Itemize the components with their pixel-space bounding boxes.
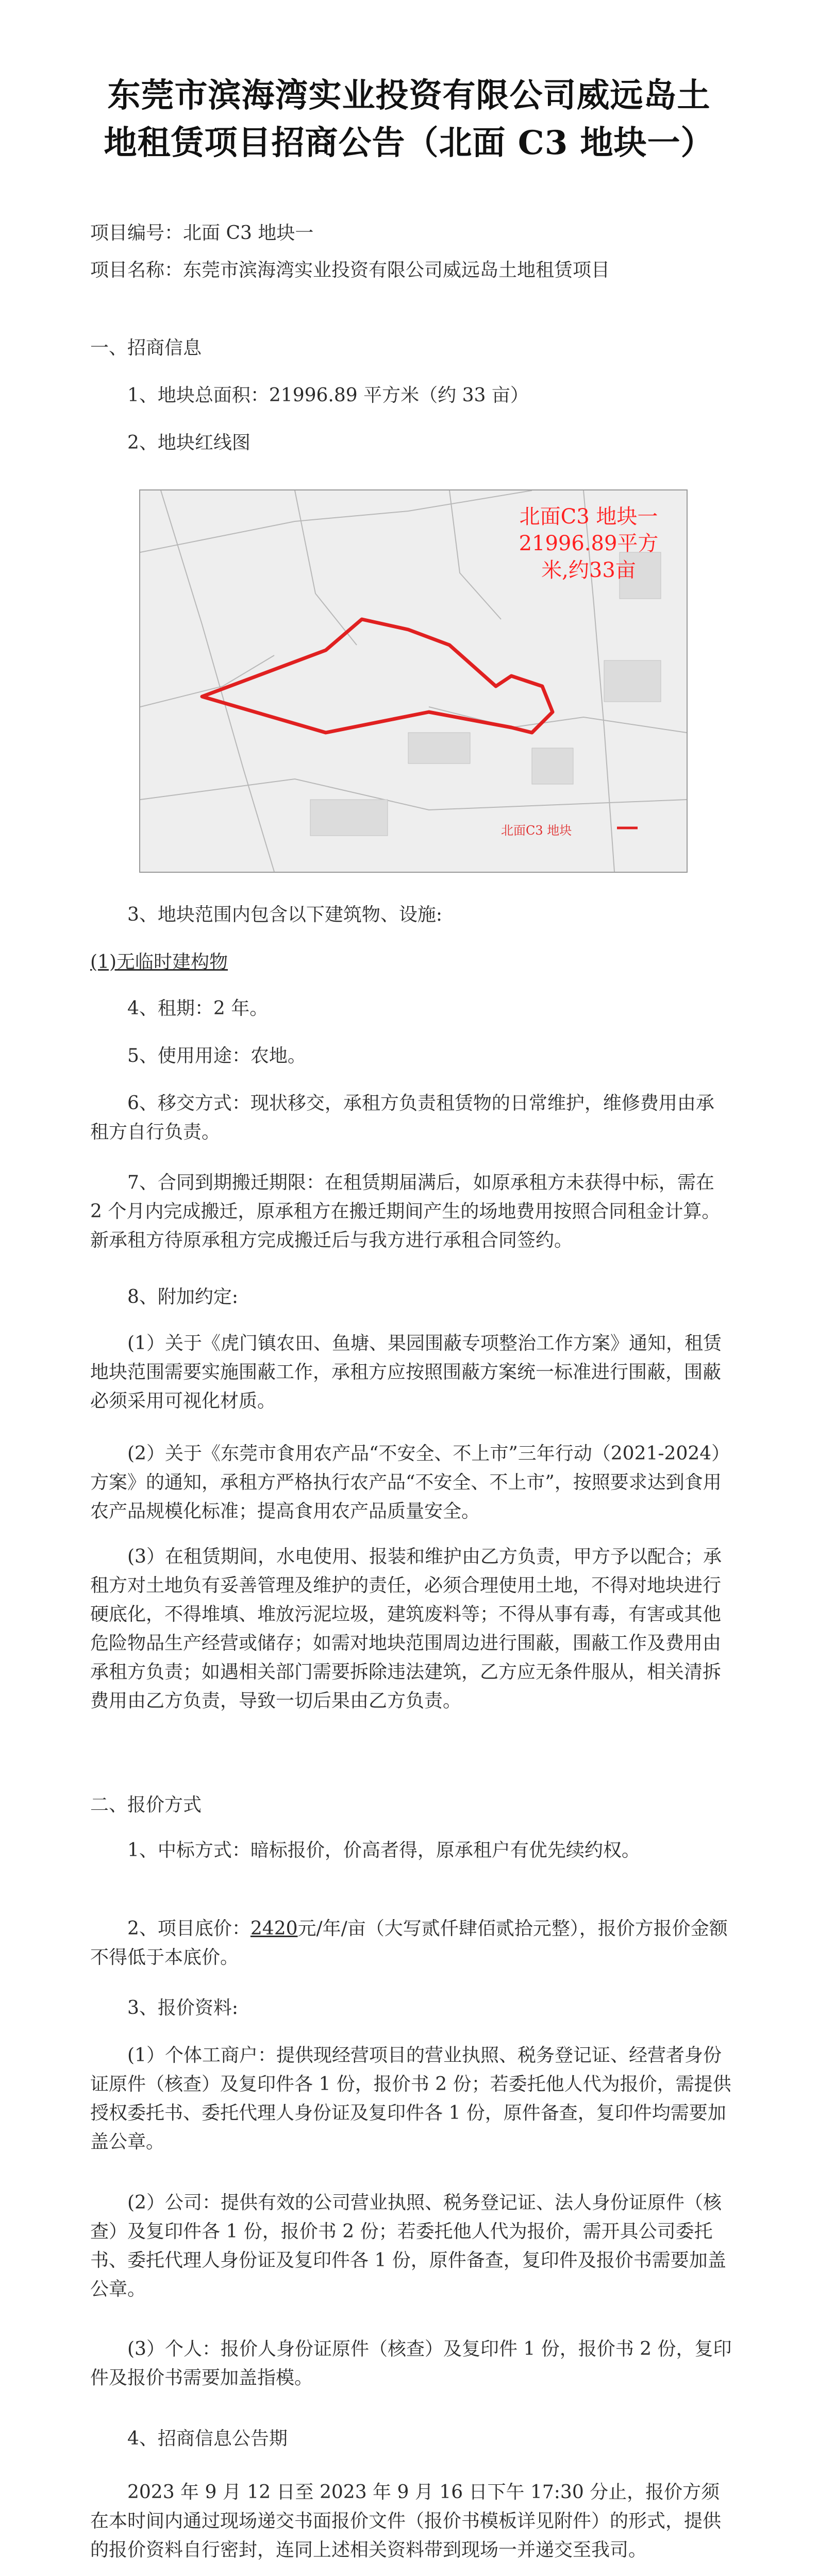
map-plot-label [511, 503, 666, 584]
item-8-clause-2: (2）关于《东莞市食用农产品“不安全、不上市”三年行动（2021-2024）方案》的通知，承租方严格执行农产品“不安全、不上市”，按照要求达到食用农产品规模化标准；提高食用农产品质量安全。 [90, 1443, 730, 1522]
item-6-handover: 6、移交方式：现状移交，承租方负责租赁物的日常维护，维修费用由承租方自行负责。 [90, 1093, 714, 1143]
item-5-usage: 5、使用用途：农地。 [127, 1045, 306, 1066]
map-plot-area: 21996.89平方米,约33亩 [519, 532, 659, 582]
bid-materials-company: (2）公司：提供有效的公司营业执照、税务登记证、法人身份证原件（核查）及复印件各 1 份，报价书 2 份；若委托他人代为报价，需开具公司委托书、委托代理人身份证及复印件各 1 份，原件备查，复印件及报价书需要加盖公章。 [90, 2192, 726, 2300]
title-line-1: 东莞市滨海湾实业投资有限公司威远岛土 [107, 76, 711, 115]
item-4-term: 4、租期：2 年。 [127, 998, 269, 1019]
item-2-map-title: 2、地块红线图 [127, 432, 251, 453]
map-legend: 北面C3 地块 [501, 823, 572, 838]
site-redline-map [139, 489, 688, 873]
bid-materials-person: (3）个人：报价人身份证原件（核查）及复印件 1 份，报价书 2 份，复印件及报价书需要加盖指模。 [90, 2338, 732, 2388]
item-3-detail: (1)无临时建构物 [90, 952, 228, 973]
reserve-price [90, 1914, 732, 1972]
map-plot-name: 北面C3 地块一 [519, 505, 658, 529]
bid-method: 1、中标方式：暗标报价，价高者得，原承租户有优先续约权。 [127, 1840, 640, 1861]
item-1-area: 1、地块总面积：21996.89 平方米（约 33 亩） [127, 385, 529, 406]
announcement-period-heading: 4、招商信息公告期 [127, 2428, 288, 2449]
bid-materials-heading: 3、报价资料: [127, 1997, 239, 2019]
item-8-heading: 8、附加约定: [127, 1286, 239, 1308]
item-8-clause-1: (1）关于《虎门镇农田、鱼塘、果园围蔽专项整治工作方案》通知，租赁地块范围需要实施围蔽工作，承租方应按照围蔽方案统一标准进行围蔽，围蔽必须采用可视化材质。 [90, 1333, 722, 1412]
title-line-2: 地租赁项目招商公告（北面 C3 地块一） [104, 124, 714, 162]
announcement-period-text: 2023 年 9 月 12 日至 2023 年 9 月 16 日下午 17:30 分止，报价方须在本时间内通过现场递交书面报价文件（报价书模板详见附件）的形式，提供的报价资料自行密封，连同上述相关资料带到现场一并递交至我司。 [90, 2482, 722, 2561]
reserve-price-suffix: 元/年/亩（大写贰仟肆佰贰拾元整），报价方报价金额不得低于本底价。 [90, 1918, 728, 1968]
section-heading-1: 一、招商信息 [90, 337, 202, 359]
item-8-clause-3: (3）在租赁期间，水电使用、报装和维护由乙方负责，甲方予以配合；承租方对土地负有妥善管理及维护的责任，必须合理使用土地，不得对地块进行硬底化，不得堆填、堆放污泥垃圾，建筑废料等；不得从事有毒，有害或其他危险物品生产经营或储存；如需对地块范围周边进行围蔽，围蔽工作及费用由承租方负责；如遇相关部门需要拆除违法建筑，乙方应无条件服从，相关清拆费用由乙方负责，导致一切后果由乙方负责。 [90, 1546, 722, 1711]
reserve-price-prefix: 2、项目底价： [127, 1918, 251, 1939]
reserve-price-value: 2420 [250, 1918, 298, 1939]
project-number: 项目编号：北面 C3 地块一 [90, 223, 314, 244]
bid-materials-individual-business: (1）个体工商户：提供现经营项目的营业执照、税务登记证、经营者身份证原件（核查）及复印件各 1 份，报价书 2 份；若委托他人代为报价，需提供授权委托书、委托代理人身份证及复印件各 1 份，原件备查，复印件均需要加盖公章。 [90, 2045, 731, 2153]
page-title [77, 72, 741, 167]
project-name: 项目名称：东莞市滨海湾实业投资有限公司威远岛土地租赁项目 [90, 260, 610, 281]
item-7-relocation: 7、合同到期搬迁期限：在租赁期届满后，如原承租方未获得中标，需在 2 个月内完成搬迁，原承租方在搬迁期间产生的场地费用按照合同租金计算。新承租方待原承租方完成搬迁后与我方进行承租合同签约。 [90, 1172, 721, 1251]
item-3-facilities: 3、地块范围内包含以下建筑物、设施: [127, 904, 443, 925]
section-heading-2: 二、报价方式 [90, 1794, 202, 1816]
